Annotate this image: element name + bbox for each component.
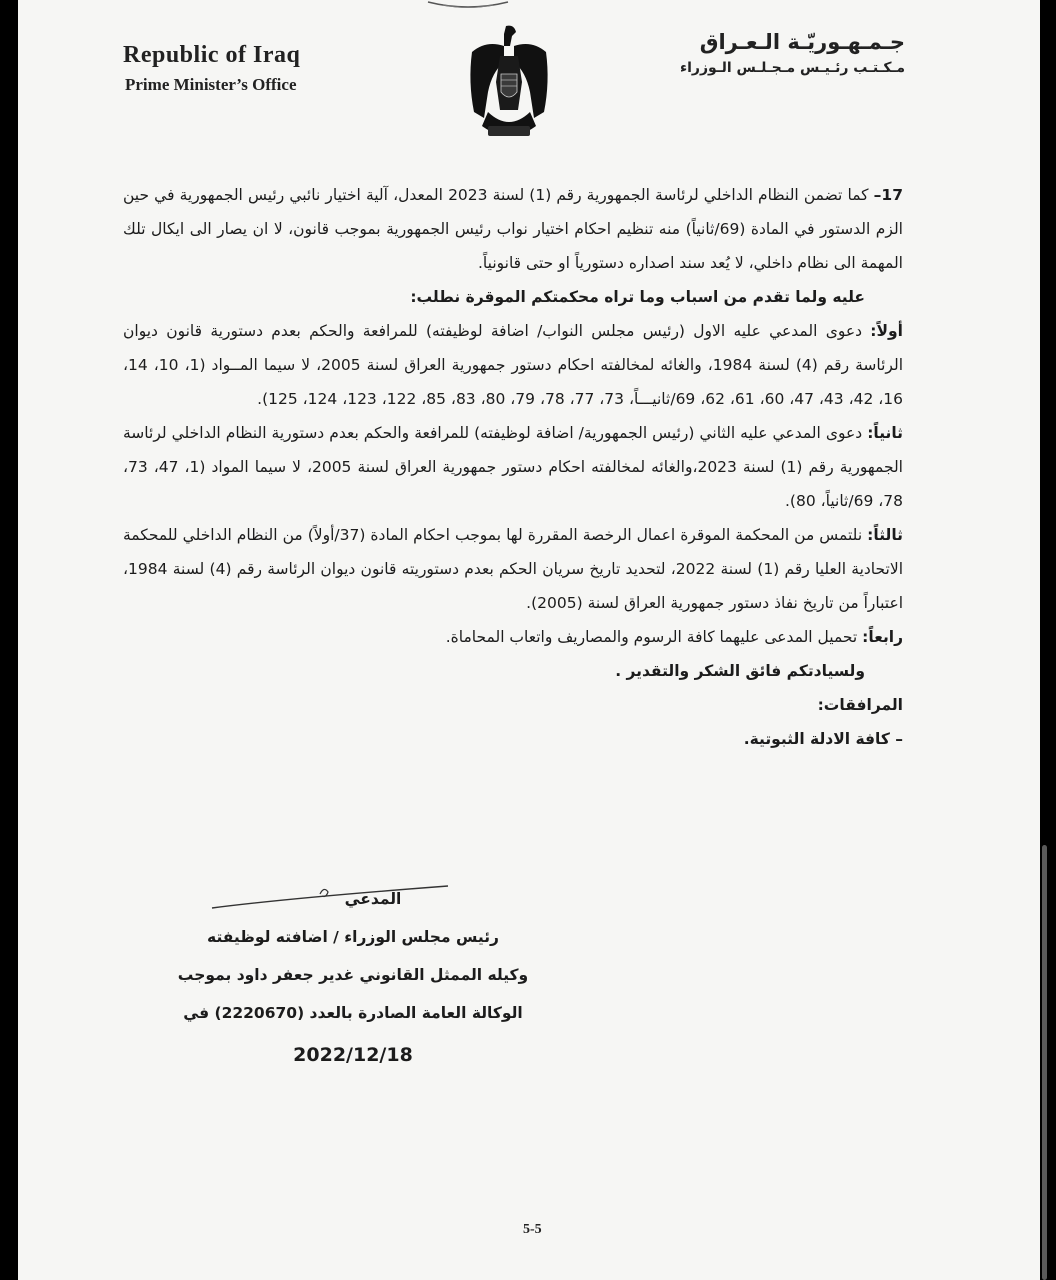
request-label: أولاً: bbox=[870, 322, 903, 340]
request-label: رابعاً: bbox=[862, 628, 903, 646]
document-body bbox=[123, 178, 903, 756]
signature-date: 2022/12/18 bbox=[293, 1044, 413, 1066]
request-label: ثالثاً: bbox=[867, 526, 903, 544]
letterhead-office-ar: مـكـتـب رئـيـس مـجـلـس الـوزراء bbox=[679, 60, 905, 76]
arabic-letterhead bbox=[680, 30, 905, 76]
signature-block bbox=[168, 880, 538, 1074]
page-number: 5-5 bbox=[523, 1222, 542, 1237]
signature-line-1: رئيس مجلس الوزراء / اضافته لوظيفته bbox=[207, 928, 499, 946]
request-text: نلتمس من المحكمة الموقرة اعمال الرخصة المقررة لها بموجب احكام المادة (37/أولاً) من النظام الداخلي للمحكمة الاتحادية العليا رقم (1) لسنة 2022، لتحديد تاريخ سريان الحكم بعدم دستوريته قانون ديوان الرئاسة رقم (4) لسنة 1984، اعتباراً من تاريخ نفاذ دستور جمهورية العراق لسنة (2005). bbox=[123, 526, 903, 612]
paragraph-17 bbox=[123, 178, 903, 280]
attachments-heading: المرافقات: bbox=[817, 696, 903, 714]
request-first bbox=[123, 314, 903, 416]
top-seal-fragment bbox=[423, 0, 513, 10]
request-label: ثانياً: bbox=[867, 424, 903, 442]
eagle-emblem-icon bbox=[466, 22, 552, 144]
request-third bbox=[123, 518, 903, 620]
letterhead-country: Republic of Iraq bbox=[123, 42, 301, 68]
attachment-item: – كافة الادلة الثبوتية. bbox=[743, 730, 903, 748]
item-text: كما تضمن النظام الداخلي لرئاسة الجمهورية رقم (1) لسنة 2023 المعدل، آلية اختيار نائبي رئيس الجمهورية في حين الزم الدستور في المادة (69/ثانياً) منه تنظيم احكام اختيار نواب رئيس الجمهورية بموجب قانون، لا ان يصار الى ايكال تلك المهمة الى نظام داخلي، لا يُعد سند اصداره دستورياً او حتى قانونياً. bbox=[123, 186, 903, 272]
english-letterhead bbox=[123, 42, 300, 95]
request-fourth bbox=[123, 620, 903, 654]
request-text: دعوى المدعي عليه الثاني (رئيس الجمهورية/ اضافة لوظيفته) للمرافعة والحكم بعدم دستورية النظام الداخلي لرئاسة الجمهورية رقم (1) لسنة 2023،والغائه لمخالفته احكام دستور جمهورية العراق لسنة 2005، لا سيما المواد (1، 47، 73، 78، 69/ثانياً، 80). bbox=[123, 424, 903, 510]
request-text: دعوى المدعي عليه الاول (رئيس مجلس النواب/ اضافة لوظيفته) للمرافعة والحكم بعدم دستورية قانون ديوان الرئاسة رقم (4) لسنة 1984، والغائه لمخالفته احكام دستور جمهورية العراق لسنة 2005، لا سيما المــواد (1، 10، 14، 16، 42، 43، 47، 60، 61، 62، 69/ثانيـــاً، 73، 77، 78، 79، 80، 83، 85، 122، 123، 124، 125). bbox=[123, 322, 904, 408]
request-intro: عليه ولما تقدم من اسباب وما تراه محكمتكم الموقرة نطلب: bbox=[410, 288, 865, 306]
letterhead-country-ar: جـمـهـوريّـة الـعـراق bbox=[699, 30, 905, 54]
request-second bbox=[123, 416, 903, 518]
letterhead-office: Prime Minister’s Office bbox=[125, 75, 297, 94]
closing-line: ولسيادتكم فائق الشكر والتقدير . bbox=[615, 662, 865, 680]
item-number: 17– bbox=[873, 186, 903, 204]
document-page bbox=[18, 0, 1040, 1280]
signature-role: المدعي bbox=[344, 890, 402, 908]
request-text: تحميل المدعى عليهما كافة الرسوم والمصاريف واتعاب المحاماة. bbox=[445, 628, 858, 646]
signature-line-2: وكيله الممثل القانوني غدير جعفر داود بموجب bbox=[177, 966, 529, 984]
scrollbar-thumb[interactable] bbox=[1042, 845, 1047, 1280]
signature-line-3: الوكالة العامة الصادرة بالعدد (2220670) في bbox=[183, 1004, 523, 1022]
